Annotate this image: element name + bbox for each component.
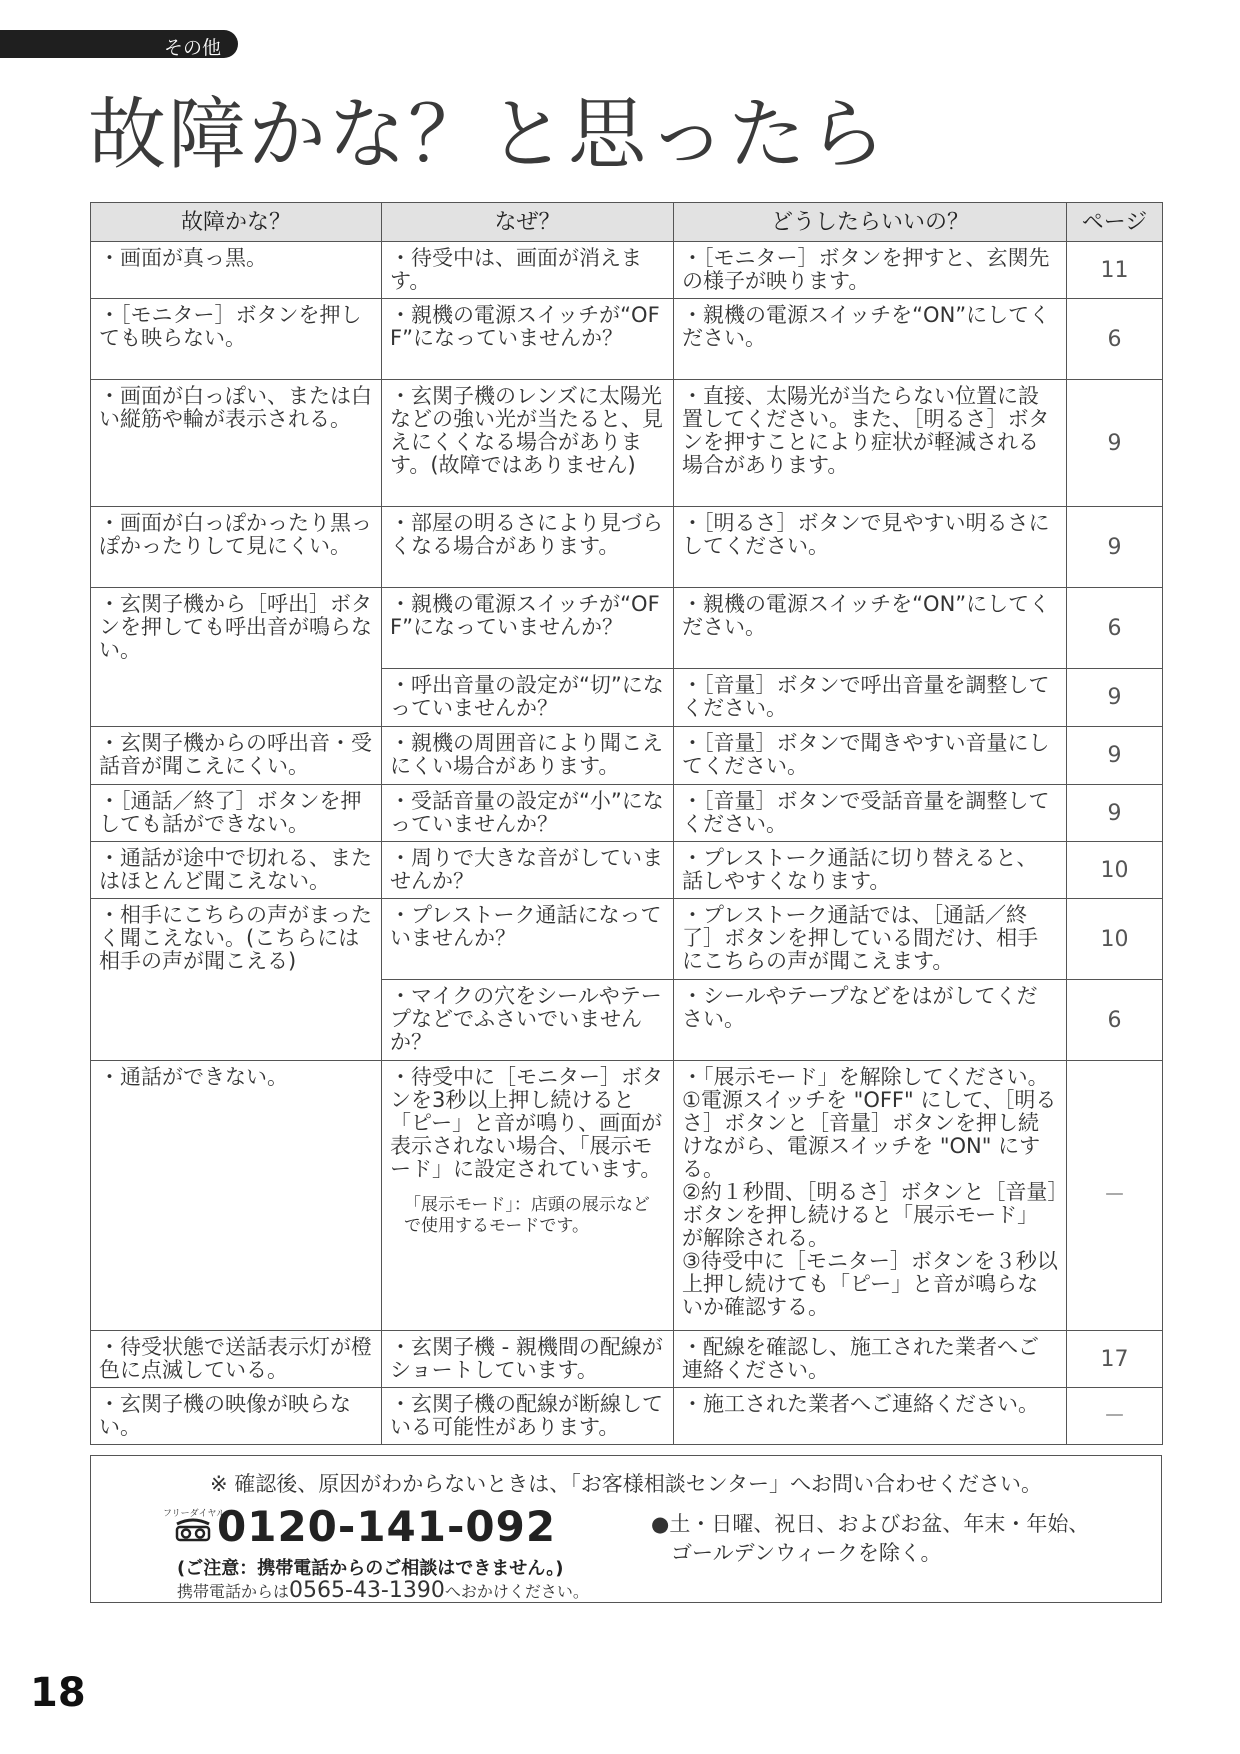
cause-cell	[382, 1061, 674, 1331]
remedy-cell: ・「展示モード」を解除してください。 ①電源スイッチを "OFF" にして、［明るさ］ボタンと［音量］ボタンを押し続けながら、電源スイッチを "ON" にする。 ②約１秒間、［明るさ］ボタンと［音量］ボタンを押し続けると「展示モード」が解除される。 ③待受中に［モニター］ボタンを３秒以上押し続けても「ピー」と音が鳴らないか確認する。	[674, 1061, 1067, 1331]
symptom-cell: ・画面が白っぽい、または白い縦筋や輪が表示される。	[91, 380, 382, 507]
remedy-cell: ・プレストーク通話では、［通話／終了］ボタンを押している間だけ、相手にこちらの声が聞こえます。	[674, 899, 1067, 980]
mobile-prefix: 携帯電話からは	[177, 1582, 290, 1601]
page-number: 18	[30, 1670, 86, 1716]
page-ref-cell: 10	[1067, 842, 1163, 899]
table-row	[91, 1331, 1163, 1388]
remedy-cell: ・親機の電源スイッチを“ON”にしてください。	[674, 588, 1067, 669]
remedy-cell: ・親機の電源スイッチを“ON”にしてください。	[674, 299, 1067, 380]
symptom-cell: ・玄関子機から［呼出］ボタンを押しても呼出音が鳴らない。	[91, 588, 382, 727]
cause-text: ・玄関子機の配線が断線している可能性があります。	[390, 1392, 663, 1439]
page-ref-cell: 6	[1067, 980, 1163, 1061]
freedial-icon	[175, 1518, 211, 1542]
cause-text: ・部屋の明るさにより見づらくなる場合があります。	[390, 511, 663, 558]
page-ref-cell: －	[1067, 1061, 1163, 1331]
remedy-cell: ・［モニター］ボタンを押すと、玄関先の様子が映ります。	[674, 242, 1067, 299]
cause-cell	[382, 980, 674, 1061]
cause-cell	[382, 242, 674, 299]
table-row	[91, 727, 1163, 785]
mobile-suffix: へおかけください。	[444, 1582, 589, 1601]
remedy-cell: ・施工された業者へご連絡ください。	[674, 1388, 1067, 1445]
table-row	[91, 842, 1163, 899]
page-ref-cell: 9	[1067, 785, 1163, 842]
contact-note: ※ 確認後、原因がわからないときは、「お客様相談センター」へお問い合わせください。	[210, 1472, 1042, 1496]
table-row	[91, 242, 1163, 299]
remedy-cell: ・プレストーク通話に切り替えると、話しやすくなります。	[674, 842, 1067, 899]
page-ref-cell: 17	[1067, 1331, 1163, 1388]
cause-text: ・玄関子機のレンズに太陽光などの強い光が当たると、見えにくくなる場合があります。(故障ではありません)	[390, 384, 663, 477]
page-ref-cell: 10	[1067, 899, 1163, 980]
cause-text: ・呼出音量の設定が“切”になっていませんか？	[390, 673, 664, 720]
page-ref-cell: 9	[1067, 727, 1163, 785]
cause-text: ・待受中に［モニター］ボタンを3秒以上押し続けると「ピー」と音が鳴り、画面が表示されない場合、「展示モード」に設定されています。	[390, 1065, 663, 1181]
cause-cell	[382, 669, 674, 727]
hours-line: ゴールデンウィークを除く。	[671, 1541, 942, 1565]
symptom-cell: ・画面が白っぽかったり黒っぽかったりして見にくい。	[91, 507, 382, 588]
cause-cell	[382, 727, 674, 785]
header-cause: なぜ？	[382, 203, 674, 242]
cause-cell	[382, 588, 674, 669]
business-hours-note	[651, 1510, 1089, 1568]
table-row	[91, 785, 1163, 842]
symptom-cell: ・［モニター］ボタンを押しても映らない。	[91, 299, 382, 380]
cause-text: ・親機の周囲音により聞こえにくい場合があります。	[390, 731, 663, 778]
header-page: ページ	[1067, 203, 1163, 242]
cause-cell	[382, 899, 674, 980]
symptom-cell: ・待受状態で送話表示灯が橙色に点滅している。	[91, 1331, 382, 1388]
cause-cell	[382, 299, 674, 380]
table-row	[91, 1388, 1163, 1445]
table-row	[91, 1061, 1163, 1331]
remedy-cell: ・［音量］ボタンで受話音量を調整してください。	[674, 785, 1067, 842]
cause-text: ・待受中は、画面が消えます。	[390, 246, 642, 293]
troubleshooting-table	[90, 202, 1163, 1445]
cause-text: ・親機の電源スイッチが“OFF”になっていませんか？	[390, 303, 660, 350]
section-label: その他	[164, 37, 222, 59]
symptom-cell: ・画面が真っ黒。	[91, 242, 382, 299]
table-row	[91, 299, 1163, 380]
header-remedy: どうしたらいいの？	[674, 203, 1067, 242]
page-ref-cell: 9	[1067, 669, 1163, 727]
cause-text: ・玄関子機 - 親機間の配線がショートしています。	[390, 1335, 663, 1382]
cause-cell	[382, 842, 674, 899]
symptom-cell: ・玄関子機の映像が映らない。	[91, 1388, 382, 1445]
page-ref-cell: 6	[1067, 299, 1163, 380]
freedial-label: フリーダイヤル	[163, 1509, 226, 1519]
cause-cell	[382, 1331, 674, 1388]
contact-box	[90, 1455, 1162, 1603]
cause-text: ・受話音量の設定が“小”になっていませんか？	[390, 789, 664, 836]
cause-cell	[382, 507, 674, 588]
page-ref-cell: 6	[1067, 588, 1163, 669]
table-row	[91, 380, 1163, 507]
page-ref-cell: 9	[1067, 507, 1163, 588]
remedy-cell: ・直接、太陽光が当たらない位置に設置してください。また、［明るさ］ボタンを押すことにより症状が軽減される場合があります。	[674, 380, 1067, 507]
page-ref-cell: －	[1067, 1388, 1163, 1445]
remedy-cell: ・［音量］ボタンで聞きやすい音量にしてください。	[674, 727, 1067, 785]
remedy-cell: ・［明るさ］ボタンで見やすい明るさにしてください。	[674, 507, 1067, 588]
symptom-cell: ・相手にこちらの声がまったく聞こえない。(こちらには相手の声が聞こえる)	[91, 899, 382, 1061]
page-ref-cell: 9	[1067, 380, 1163, 507]
cause-cell	[382, 1388, 674, 1445]
mobile-warning: (ご注意：携帯電話からのご相談はできません。)	[177, 1558, 564, 1579]
table-row	[91, 507, 1163, 588]
cause-text: ・プレストーク通話になっていませんか？	[390, 903, 662, 950]
symptom-cell: ・玄関子機からの呼出音・受話音が聞こえにくい。	[91, 727, 382, 785]
cause-text: ・親機の電源スイッチが“OFF”になっていませんか？	[390, 592, 660, 639]
table-body	[91, 242, 1163, 1445]
remedy-cell: ・シールやテープなどをはがしてください。	[674, 980, 1067, 1061]
hours-line: ●土・日曜、祝日、およびお盆、年末・年始、	[651, 1512, 1090, 1536]
section-tab	[0, 30, 238, 58]
cause-text: ・マイクの穴をシールやテープなどでふさいでいませんか？	[390, 984, 662, 1054]
freedial-number: 0120-141-092	[217, 1502, 557, 1551]
remedy-cell: ・配線を確認し、施工された業者へご連絡ください。	[674, 1331, 1067, 1388]
symptom-cell: ・［通話／終了］ボタンを押しても話ができない。	[91, 785, 382, 842]
symptom-cell: ・通話が途中で切れる、またはほとんど聞こえない。	[91, 842, 382, 899]
table-row	[91, 588, 1163, 669]
cause-text: ・周りで大きな音がしていませんか？	[390, 846, 663, 893]
page-ref-cell: 11	[1067, 242, 1163, 299]
symptom-cell: ・通話ができない。	[91, 1061, 382, 1331]
mobile-number: 0565-43-1390	[289, 1578, 445, 1603]
header-symptom: 故障かな？	[91, 203, 382, 242]
remedy-cell: ・［音量］ボタンで呼出音量を調整してください。	[674, 669, 1067, 727]
table-row	[91, 899, 1163, 980]
cause-cell	[382, 785, 674, 842]
page-title: 故障かな？と思ったら	[88, 90, 889, 180]
cause-note: 「展示モード」：店頭の展示などで使用するモードです。	[404, 1195, 650, 1236]
mobile-contact-line	[177, 1578, 589, 1603]
cause-cell	[382, 380, 674, 507]
table-header-row	[91, 203, 1163, 242]
